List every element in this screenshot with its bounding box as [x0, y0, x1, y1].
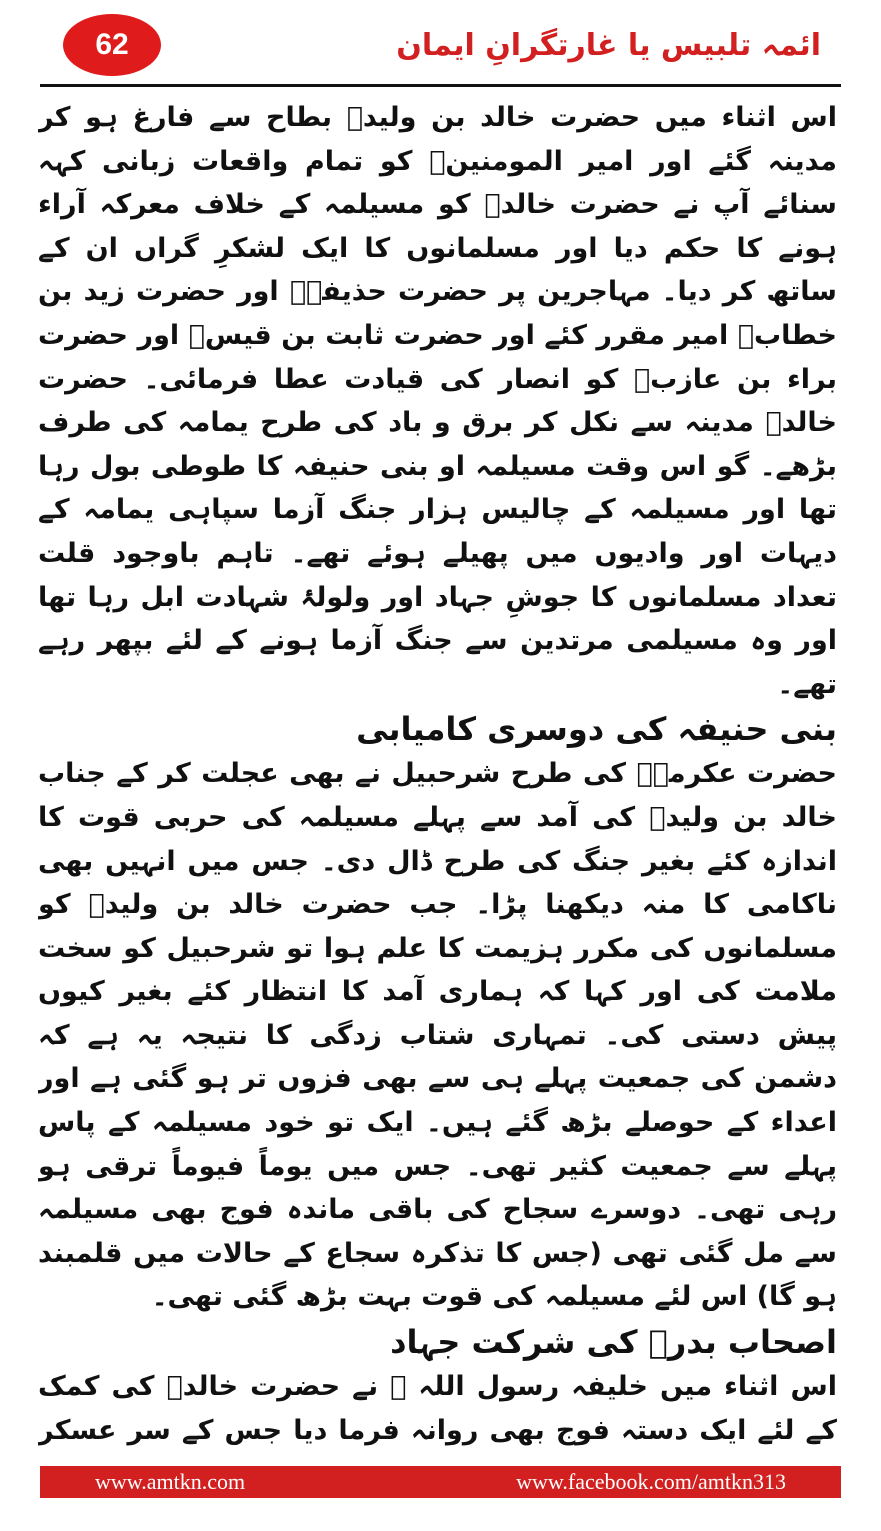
book-title: ائمہ تلبیس یا غارتگرانِ ایمان: [396, 28, 821, 63]
website-link[interactable]: www.amtkn.com: [95, 1469, 246, 1494]
paragraph: اس اثناء میں حضرت خالد بن ولیدؓ بطاح سے فارغ ہو کر مدینہ گئے اور امیر المومنینؓ کو تمام واقعات زبانی کہہ سنائے آپ نے حضرت خالدؓ کو مسیلمہ کے خلاف معرکہ آراء ہونے کا حکم دیا اور مسلمانوں کا ایک لشکرِ گراں ان کے ساتھ کر دیا۔ مہاجرین پر حضرت حذیفہؓ اور حضرت زید بن خطابؓ امیر مقرر کئے اور حضرت ثابت بن قیسؓ اور حضرت براء بن عازبؓ کو انصار کی قیادت عطا فرمائی۔ حضرت خالدؓ مدینہ سے نکل کر برق و باد کی طرح یمامہ کی طرف بڑھے۔ گو اس وقت مسیلمہ او بنی حنیفہ کا طوطی بول رہا تھا اور مسیلمہ کے چالیس ہزار جنگ آزما سپاہی یمامہ کے دیہات اور وادیوں میں پھیلے ہوئے تھے۔ تاہم باوجود قلت تعداد مسلمانوں کا جوشِ جہاد اور ولولۂ شہادت ابل رہا تھا اور وہ مسیلمی مرتدین سے جنگ آزما ہونے کے لئے بپھر رہے تھے۔: [38, 102, 837, 700]
paragraph: حضرت عکرمہؓ کی طرح شرحبیل نے بھی عجلت کر کے جناب خالد بن ولیدؓ کی آمد سے پہلے مسیلمہ کی حربی قوت کا اندازہ کئے بغیر جنگ کی طرح ڈال دی۔ جس میں انہیں بھی ناکامی کا منہ دیکھنا پڑا۔ جب حضرت خالد بن ولیدؓ کو مسلمانوں کی مکرر ہزیمت کا علم ہوا تو شرحبیل کو سخت ملامت کی اور کہا کہ ہماری آمد کا انتظار کئے بغیر کیوں پیش دستی کی۔ تمہاری شتاب زدگی کا نتیجہ یہ ہے کہ دشمن کی جمعیت پہلے ہی سے بھی فزوں تر ہو گئی ہے اور اعداء کے حوصلے بڑھ گئے ہیں۔ ایک تو خود مسیلمہ کے پاس پہلے سے جمعیت کثیر تھی۔ جس میں یوماً فیوماً ترقی ہو رہی تھی۔ دوسرے سجاح کی باقی ماندہ فوج بھی مسیلمہ سے مل گئی تھی (جس کا تذکرہ سجاع کے حالات میں قلمبند ہو گا) اس لئے مسیلمہ کی قوت بہت بڑھ گئی تھی۔: [38, 758, 837, 1313]
page-number-badge: 62: [63, 14, 161, 76]
paragraph: اس اثناء میں خلیفہ رسول اللہ ﷺ نے حضرت خالدؓ کی کمک کے لئے ایک دستہ فوج بھی روانہ فرما دیا جس کے سر عسکر: [38, 1371, 837, 1446]
section-heading: بنی حنیفہ کی دوسری کامیابی: [356, 710, 837, 749]
footer-bar: [40, 1466, 841, 1498]
facebook-link[interactable]: www.facebook.com/amtkn313: [516, 1469, 786, 1494]
page-body: [38, 96, 837, 1451]
header-divider: [40, 84, 841, 87]
section-heading: اصحاب بدرؓ کی شرکت جہاد: [390, 1323, 837, 1362]
